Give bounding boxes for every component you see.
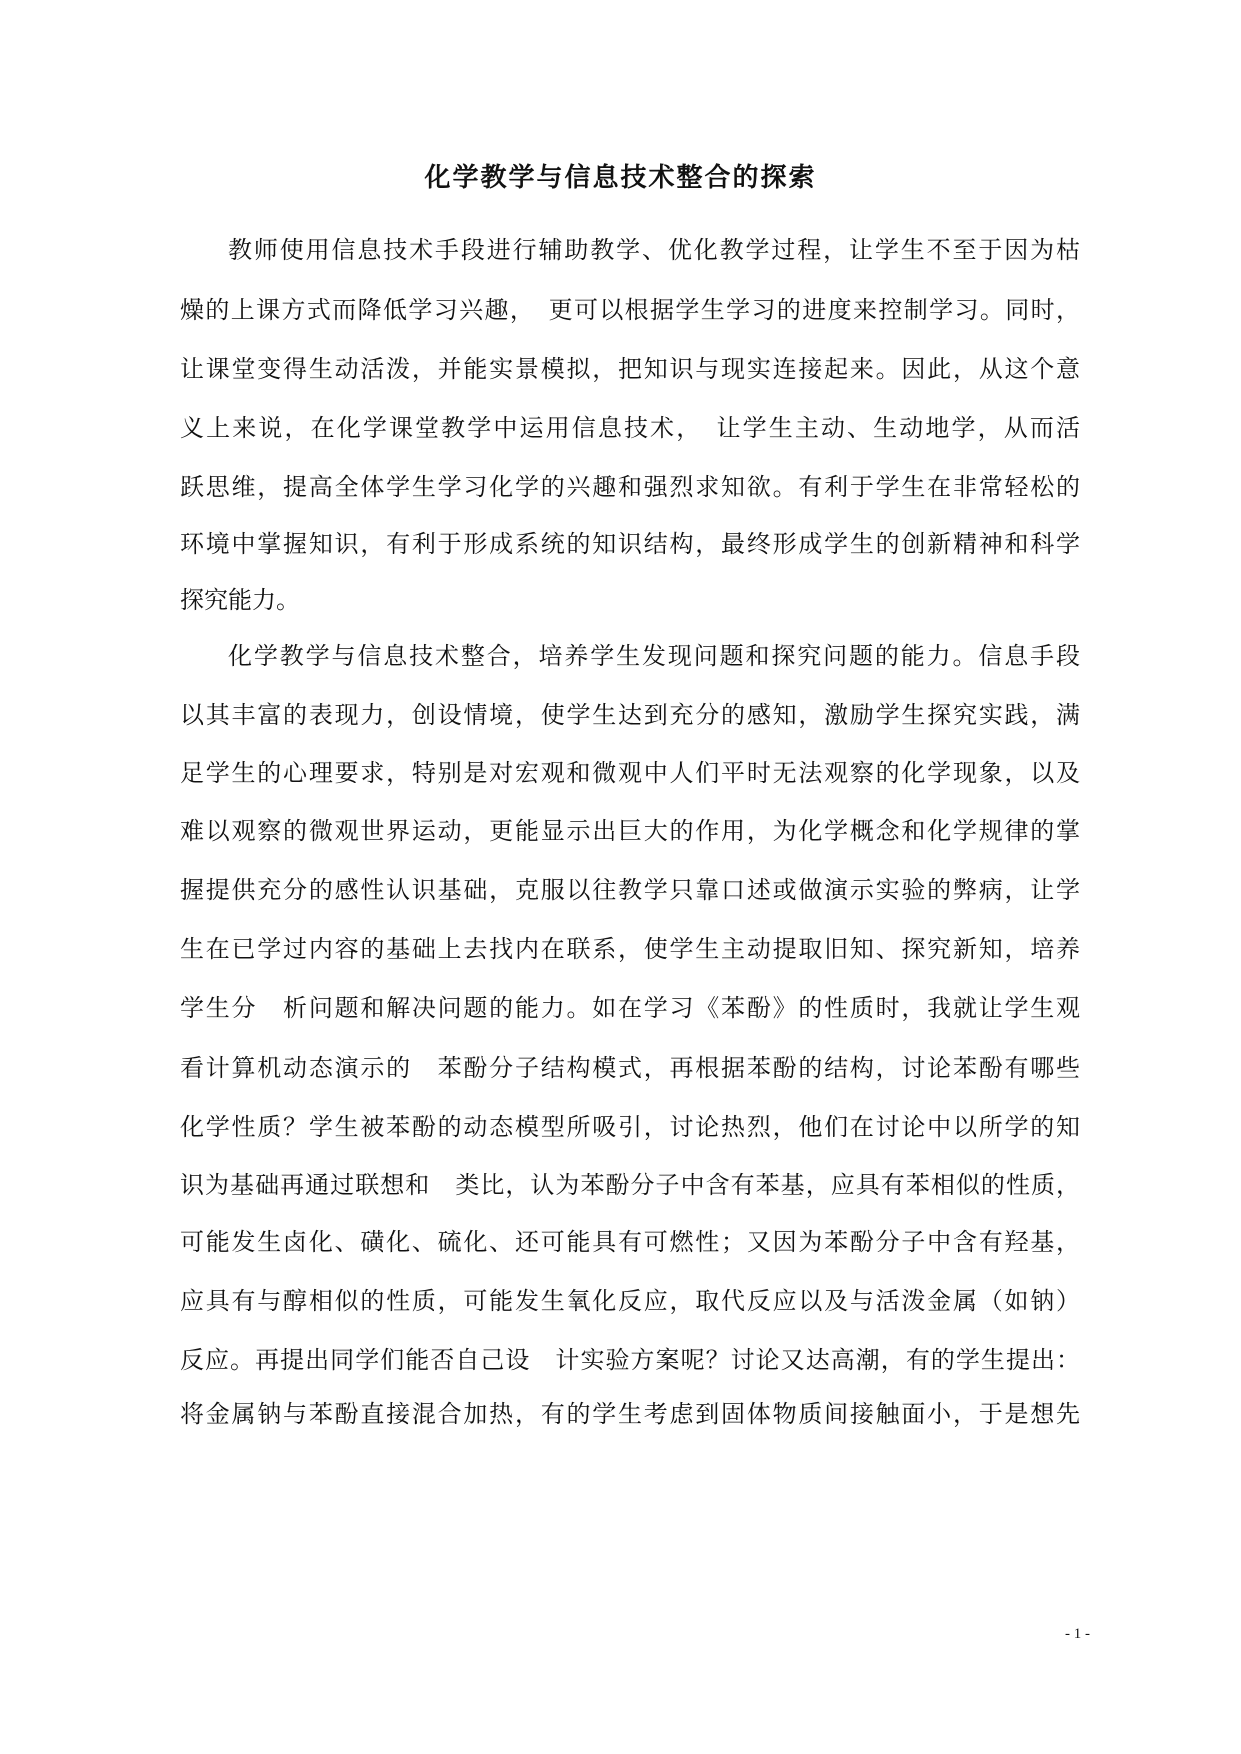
text-line: 燥的上课方式而降低学习兴趣， 更可以根据学生学习的进度来控制学习。同时，	[180, 296, 1080, 324]
text-line: 环境中掌握知识，有利于形成系统的知识结构，最终形成学生的创新精神和科学	[180, 530, 1080, 558]
page-number: - 1 -	[1065, 1626, 1090, 1642]
document-title: 化学教学与信息技术整合的探索	[424, 163, 817, 193]
text-line: 难以观察的微观世界运动，更能显示出巨大的作用，为化学概念和化学规律的掌	[180, 817, 1080, 845]
text-line: 探究能力。	[180, 586, 300, 614]
text-line: 以其丰富的表现力，创设情境，使学生达到充分的感知，激励学生探究实践，满	[180, 701, 1080, 729]
text-line: 可能发生卤化、磺化、硫化、还可能具有可燃性；又因为苯酚分子中含有羟基，	[180, 1228, 1080, 1256]
text-line: 化学教学与信息技术整合，培养学生发现问题和探究问题的能力。信息手段	[228, 642, 1080, 670]
text-line: 让课堂变得生动活泼，并能实景模拟，把知识与现实连接起来。因此，从这个意	[180, 355, 1080, 383]
text-line: 反应。再提出同学们能否自己设 计实验方案呢？讨论又达高潮，有的学生提出：	[180, 1346, 1080, 1374]
text-line: 应具有与醇相似的性质，可能发生氧化反应，取代反应以及与活泼金属（如钠）	[180, 1287, 1080, 1315]
text-line: 教师使用信息技术手段进行辅助教学、优化教学过程，让学生不至于因为枯	[228, 236, 1080, 264]
text-line: 看计算机动态演示的 苯酚分子结构模式，再根据苯酚的结构，讨论苯酚有哪些	[180, 1054, 1080, 1082]
text-line: 握提供充分的感性认识基础，克服以往教学只靠口述或做演示实验的弊病，让学	[180, 876, 1080, 904]
text-line: 足学生的心理要求，特别是对宏观和微观中人们平时无法观察的化学现象，以及	[180, 759, 1080, 787]
text-line: 化学性质？学生被苯酚的动态模型所吸引，讨论热烈，他们在讨论中以所学的知	[180, 1113, 1080, 1141]
text-line: 将金属钠与苯酚直接混合加热，有的学生考虑到固体物质间接触面小，于是想先	[180, 1400, 1080, 1428]
text-line: 学生分 析问题和解决问题的能力。如在学习《苯酚》的性质时，我就让学生观	[180, 994, 1080, 1022]
text-line: 跃思维，提高全体学生学习化学的兴趣和强烈求知欲。有利于学生在非常轻松的	[180, 473, 1080, 501]
text-line: 识为基础再通过联想和 类比，认为苯酚分子中含有苯基，应具有苯相似的性质，	[180, 1171, 1080, 1199]
text-line: 生在已学过内容的基础上去找内在联系，使学生主动提取旧知、探究新知，培养	[180, 935, 1080, 963]
text-line: 义上来说，在化学课堂教学中运用信息技术， 让学生主动、生动地学，从而活	[180, 414, 1080, 442]
